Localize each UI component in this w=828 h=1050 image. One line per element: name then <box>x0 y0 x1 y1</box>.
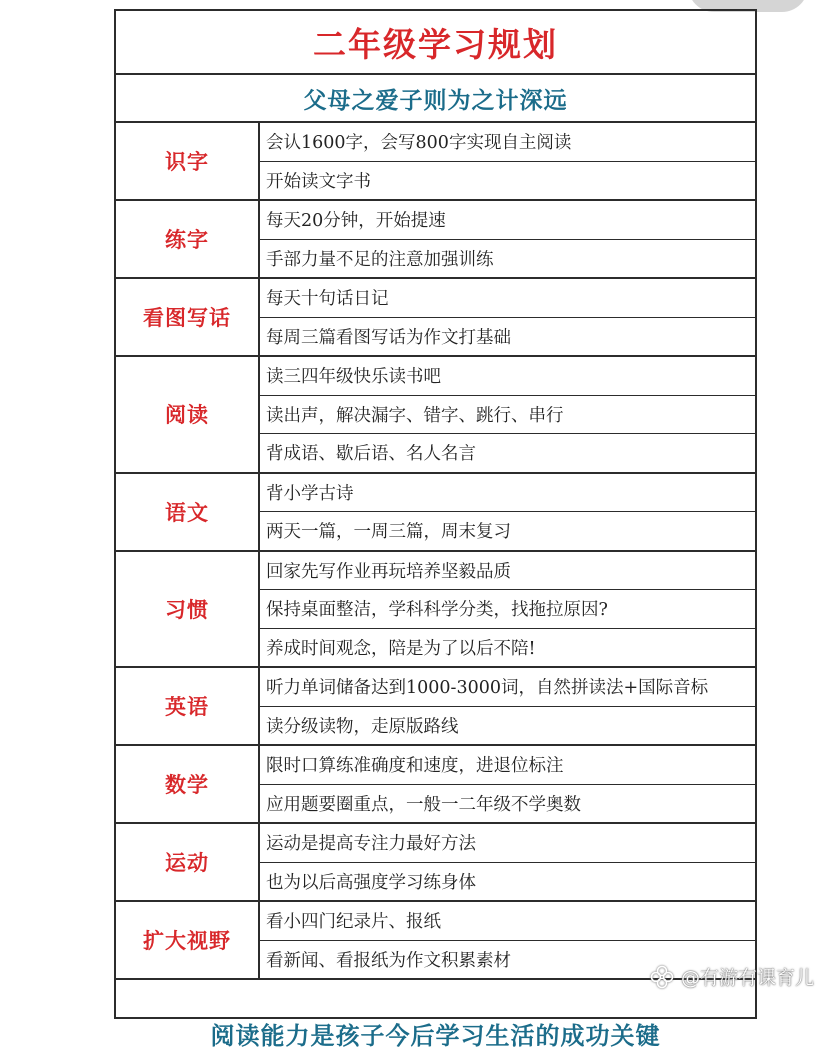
section-row <box>116 123 755 201</box>
section-items <box>260 123 755 199</box>
section-category: 运动 <box>116 824 260 900</box>
section-item: 每周三篇看图写话为作文打基础 <box>266 327 511 348</box>
sections-container <box>116 123 755 980</box>
section-row <box>116 552 755 669</box>
section-items <box>260 474 755 550</box>
section-row <box>116 746 755 824</box>
section-item: 背小学古诗 <box>260 474 755 513</box>
section-item: 读出声，解决漏字、错字、跳行、串行 <box>260 396 755 435</box>
section-items <box>260 279 755 355</box>
section-item: 每天十句话日记 <box>260 279 755 318</box>
section-item: 开始读文字书 <box>266 171 371 192</box>
section-items <box>260 824 755 900</box>
watermark-text: @有游有课育儿 <box>680 967 814 989</box>
section-category: 语文 <box>116 474 260 550</box>
section-item: 运动是提高专注力最好方法 <box>260 824 755 863</box>
section-item: 读分级读物，走原版路线 <box>266 716 459 737</box>
section-item: 两天一篇，一周三篇，周末复习 <box>266 522 511 543</box>
section-items <box>260 552 755 667</box>
section-item: 回家先写作业再玩培养坚毅品质 <box>260 552 755 591</box>
section-row <box>116 824 755 902</box>
section-category: 看图写话 <box>116 279 260 355</box>
section-item: 养成时间观念，陪是为了以后不陪! <box>266 638 536 659</box>
section-item: 背成语、歇后语、名人名言 <box>266 444 476 465</box>
footer-text: 阅读能力是孩子今后学习生活的成功关键 <box>210 1021 661 1050</box>
section-item: 也为以后高强度学习练身体 <box>266 872 476 893</box>
page-subtitle: 父母之爱子则为之计深远 <box>116 75 755 123</box>
section-item: 会认1600字，会写800字实现自主阅读 <box>260 123 755 162</box>
section-category: 数学 <box>116 746 260 822</box>
plan-table <box>114 9 757 1050</box>
section-row <box>116 474 755 552</box>
section-item: 看新闻、看报纸为作文积累素材 <box>266 950 511 971</box>
section-category: 英语 <box>116 668 260 744</box>
section-item: 保持桌面整洁，学科科学分类，找拖拉原因? <box>260 590 755 629</box>
section-row <box>116 357 755 474</box>
section-items <box>260 357 755 472</box>
section-category: 练字 <box>116 201 260 277</box>
section-category: 习惯 <box>116 552 260 667</box>
section-item: 手部力量不足的注意加强训练 <box>266 249 494 270</box>
section-items <box>260 201 755 277</box>
section-item: 读三四年级快乐读书吧 <box>260 357 755 396</box>
section-category: 阅读 <box>116 357 260 472</box>
watermark <box>649 963 814 990</box>
section-item: 每天20分钟，开始提速 <box>260 201 755 240</box>
section-row <box>116 668 755 746</box>
section-item: 看小四门纪录片、报纸 <box>260 902 755 941</box>
section-row <box>116 279 755 357</box>
section-category: 扩大视野 <box>116 902 260 978</box>
section-items <box>260 746 755 822</box>
section-row <box>116 201 755 279</box>
section-item: 限时口算练准确度和速度，进退位标注 <box>260 746 755 785</box>
page-title: 二年级学习规划 <box>116 11 755 75</box>
section-category: 识字 <box>116 123 260 199</box>
flower-logo-icon <box>649 964 675 990</box>
section-item: 听力单词储备达到1000-3000词，自然拼读法+国际音标 <box>260 668 755 707</box>
section-item: 应用题要圈重点，一般一二年级不学奥数 <box>266 794 581 815</box>
section-items <box>260 668 755 744</box>
